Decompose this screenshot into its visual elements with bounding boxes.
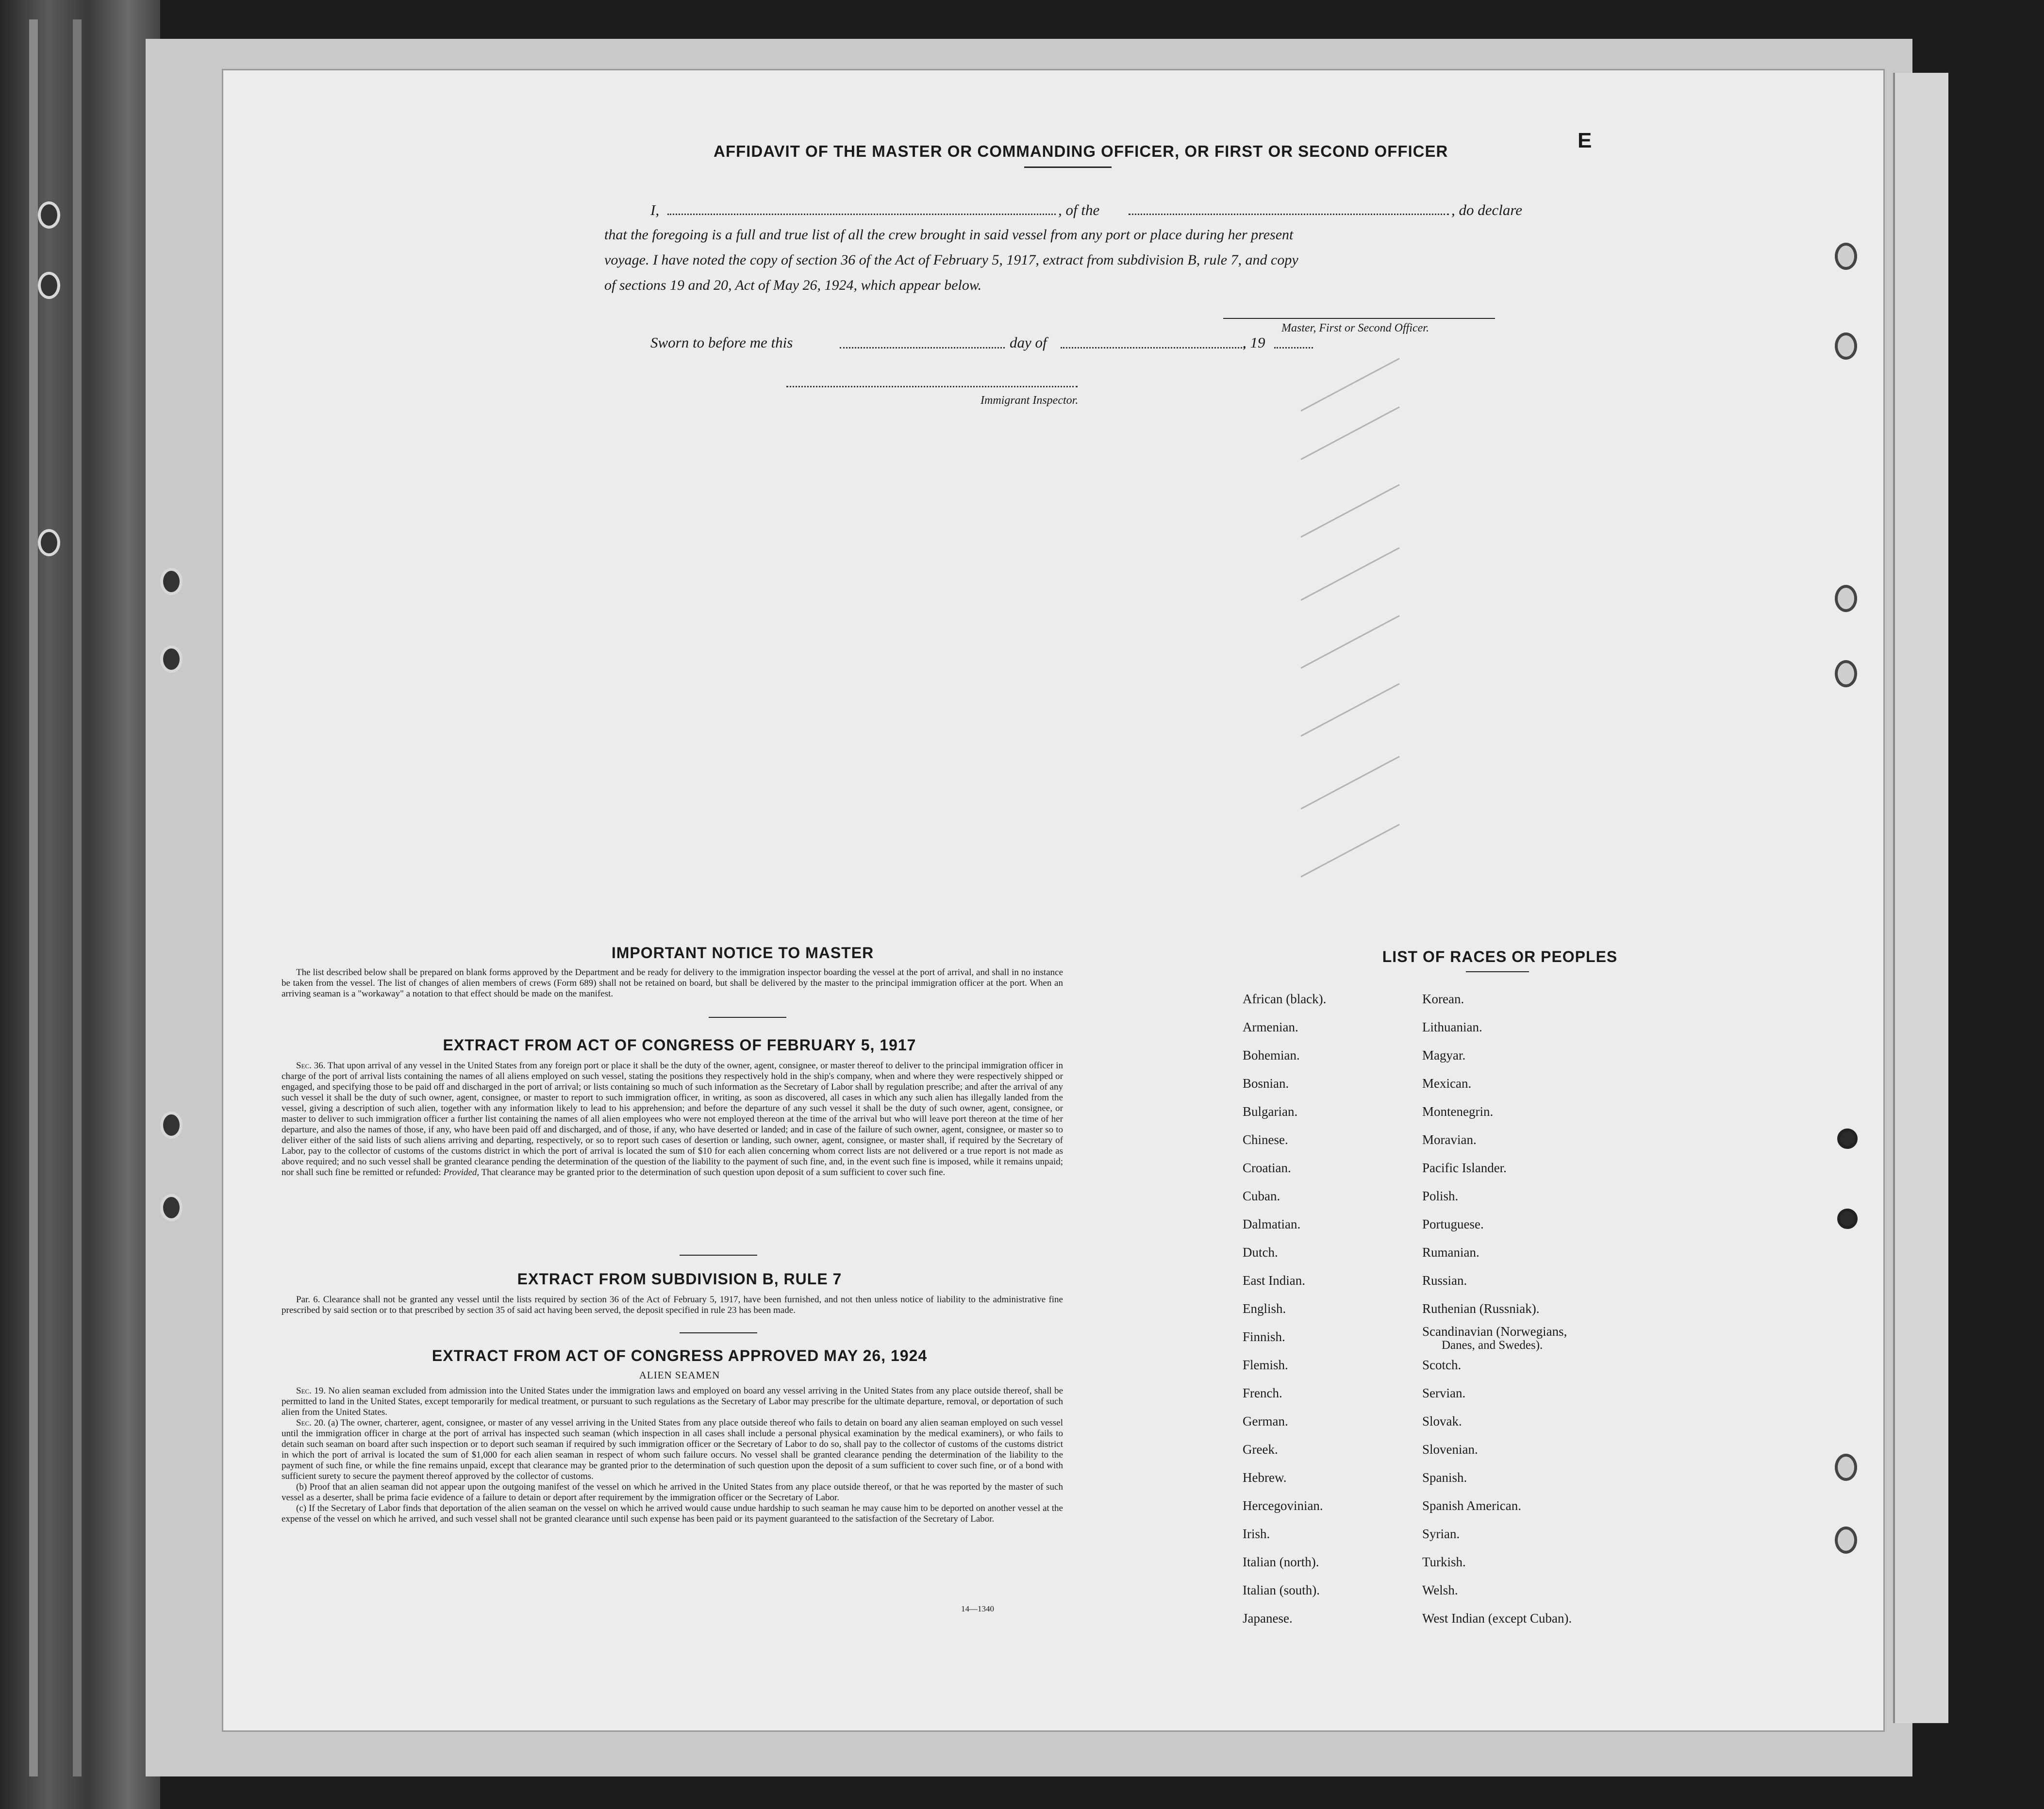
race-left: German. <box>1243 1414 1288 1428</box>
rule7-text: Par. 6. Clearance shall not be granted any vessel until the lists required by section 36 of the Act of February 5, 1917, have been furnished, and not then unless notice of liability to the administrative fine prescribed by said section or to that prescribed by section 35 of said act having been served, the deposit specified in rule 23 has been made. <box>282 1295 1063 1315</box>
sec20a-paragraph <box>282 1418 1063 1482</box>
race-right: Scotch. <box>1422 1358 1462 1372</box>
race-left: Flemish. <box>1243 1358 1288 1372</box>
race-right: Lithuanian. <box>1422 1020 1482 1034</box>
signature-line[interactable] <box>1223 318 1495 319</box>
section-rule <box>680 1255 757 1256</box>
races-heading: LIST OF RACES OR PEOPLES <box>1382 948 1618 965</box>
race-right: Ruthenian (Russniak). <box>1422 1301 1540 1316</box>
page-hole <box>1835 332 1857 360</box>
race-right: Polish. <box>1422 1189 1459 1203</box>
page-hole <box>1835 243 1857 270</box>
page-hole <box>1835 660 1857 687</box>
pencil-mark <box>1300 547 1399 601</box>
inspector-signature-line[interactable] <box>786 386 1078 387</box>
affidavit-line-4: of sections 19 and 20, Act of May 26, 1924, which appear below. <box>604 277 982 293</box>
races-heading-rule <box>1466 971 1529 972</box>
race-left: Dutch. <box>1243 1245 1278 1260</box>
binder-hole <box>38 272 60 299</box>
sec20a-text: (a) The owner, charterer, agent, consignee, or master of any vessel arriving in the United States from any place outside thereof who fails to detain on board any alien seaman employed on such vessel until the immigration officer in charge at the port of arrival has inspected such seaman (which inspection in all cases shall include a personal physical examination by the medical examiners), or who fails to detain such seaman on board after such inspection or to deport such seaman if required by such immigration officer or the Secretary of Labor to do so, shall pay to the collector of customs of the customs district in which the port of arrival is located the sum of $1,000 for each alien seaman in respect of whom such failure occurs. No vessel shall be granted clearance pending the determination of the liability to the payment of such fine, or while the fine remains unpaid, except that clearance may be granted prior to the determination of such question upon the deposit of a sum sufficient to cover such fine, or of a bond with sufficient surety to secure the payment thereof approved by the collector of customs. <box>282 1418 1064 1481</box>
sec19-label: Sec. 19. <box>296 1386 326 1396</box>
extract-1917-section-label: Sec. 36. <box>296 1061 326 1071</box>
race-left: African (black). <box>1243 992 1327 1006</box>
race-right: Turkish. <box>1422 1555 1466 1569</box>
race-right: Moravian. <box>1422 1132 1477 1147</box>
affidavit-i-label: I, <box>650 201 660 218</box>
binder-hole <box>160 1194 183 1221</box>
race-right: Slovak. <box>1422 1414 1462 1428</box>
section-rule <box>680 1332 757 1333</box>
manifest-page <box>223 70 1883 1730</box>
page-hole <box>1835 1527 1857 1554</box>
pencil-mark <box>1300 824 1399 878</box>
pencil-mark <box>1300 683 1399 737</box>
extract-1924-heading: EXTRACT FROM ACT OF CONGRESS APPROVED MAY 26, 1924 <box>432 1347 928 1364</box>
inspector-caption: Immigrant Inspector. <box>980 394 1079 407</box>
race-left: English. <box>1243 1301 1286 1316</box>
sworn-year-blank[interactable] <box>1274 347 1313 349</box>
race-right: West Indian (except Cuban). <box>1422 1611 1572 1626</box>
rule7-heading: EXTRACT FROM SUBDIVISION B, RULE 7 <box>517 1270 842 1288</box>
race-left: East Indian. <box>1243 1273 1305 1288</box>
binder-hole <box>38 529 60 556</box>
race-right: Slovenian. <box>1422 1442 1478 1457</box>
binder-strip <box>73 19 82 1776</box>
race-left: Chinese. <box>1243 1132 1288 1147</box>
race-right: Russian. <box>1422 1273 1467 1288</box>
affidavit-heading: AFFIDAVIT OF THE MASTER OR COMMANDING OFFICER, OR FIRST OR SECOND OFFICER <box>714 142 1448 160</box>
race-left: Italian (south). <box>1243 1583 1320 1597</box>
signature-caption: Master, First or Second Officer. <box>1281 322 1429 334</box>
name-blank[interactable] <box>667 214 1056 215</box>
sworn-day-of: day of <box>1010 334 1047 351</box>
heading-rule <box>1024 166 1112 168</box>
race-left: Italian (north). <box>1243 1555 1319 1569</box>
race-left: Dalmatian. <box>1243 1217 1301 1231</box>
alien-seamen-subheading: ALIEN SEAMEN <box>639 1369 720 1381</box>
sec19-paragraph <box>282 1386 1063 1418</box>
race-right: Rumanian. <box>1422 1245 1479 1260</box>
binder-hole <box>160 568 183 595</box>
page-hole <box>1835 585 1857 612</box>
race-right: Scandinavian (Norwegians, <box>1422 1324 1567 1339</box>
notice-heading: IMPORTANT NOTICE TO MASTER <box>611 944 874 962</box>
race-right: Spanish. <box>1422 1470 1467 1485</box>
sworn-year-prefix: , 19 <box>1243 334 1265 351</box>
sworn-month-blank[interactable] <box>1061 347 1245 349</box>
race-left: Bulgarian. <box>1243 1104 1298 1119</box>
race-right-continuation: Danes, and Swedes). <box>1442 1339 1543 1352</box>
race-left: Hercegovinian. <box>1243 1498 1323 1513</box>
race-right: Syrian. <box>1422 1527 1460 1541</box>
pencil-mark <box>1300 484 1399 538</box>
race-right: Korean. <box>1422 992 1464 1006</box>
sec20b-text: (b) Proof that an alien seaman did not appear upon the outgoing manifest of the vessel on which he arrived in the United States from any place outside thereof, or that he was reported by the master of such vessel as a deserter, shall be prima facie evidence of a failure to detain or deport after requirement by the immigration officer or the Secretary of Labor. <box>282 1482 1063 1503</box>
pencil-mark <box>1300 756 1399 810</box>
race-right: Spanish American. <box>1422 1498 1521 1513</box>
pencil-mark <box>1300 406 1399 460</box>
race-left: Japanese. <box>1243 1611 1293 1626</box>
extract-1917-body: That upon arrival of any vessel in the United States from any foreign port or place it shall be the duty of the owner, agent, consignee, or master thereof to deliver to the principal immigration officer in charge of the port of arrival lists containing the names of all aliens employed on such vessel, stating the positions they respectively hold in the ship's company, when and where they were respectively shipped or engaged, and specifying those to be paid off and discharged in the port of arrival; or lists containing so much of such information as the Secretary of Labor shall by regulation prescribe; and after the arrival of any such vessel it shall be the duty of such owner, agent, consignee, or master to report to such immigration officer, in writing, as soon as discovered, all cases in which any such alien has illegally landed from the vessel, giving a description of such alien, together with any information likely to lead to his apprehension; and before the departure of any such vessel it shall be the duty of such owner, agent, consignee, or master to deliver to such immigration officer a further list containing the names of all alien employees who were not employed thereon at the time of the arrival but who will leave port thereon at the time of her departure, and also the names of those, if any, who have been paid off and discharged, and of those, if any, who have deserted or landed; and in case of the failure of such owner, agent, consignee, or master so to deliver either of the said lists of such aliens arriving and departing, respectively, or so to report such cases of desertion or landing, such owner, agent, consignee, or master shall, if required by the Secretary of Labor, pay to the collector of customs of the customs district in which the port of arrival is located the sum of $10 for each alien concerning whom correct lists are not delivered or a true report is not made as above required; and no such vessel shall be granted clearance pending the determination of the question of the liability to the payment of such fine, and, in the event such fine is imposed, while it remains unpaid; nor shall such fine be remitted or refunded: <box>282 1061 1063 1178</box>
binder-strip <box>29 19 38 1776</box>
sworn-prefix: Sworn to before me this <box>650 334 793 351</box>
binder-hole <box>38 201 60 229</box>
race-left: Cuban. <box>1243 1189 1280 1203</box>
section-rule <box>709 1017 786 1018</box>
race-left: Finnish. <box>1243 1329 1285 1344</box>
binder-hole <box>160 1112 183 1139</box>
form-number: 14—1340 <box>961 1604 994 1613</box>
race-right: Magyar. <box>1422 1048 1466 1062</box>
sworn-day-blank[interactable] <box>840 347 1005 349</box>
page-mark: E <box>1578 129 1593 152</box>
page-hole <box>1837 1129 1858 1149</box>
pencil-mark <box>1300 358 1399 412</box>
extract-1917-proviso: That clearance may be granted prior to the determination of such question upon deposit of a sum sufficient to cover such fine. <box>481 1167 946 1178</box>
sec19-text: No alien seaman excluded from admission into the United States under the immigration laws and employed on board any vessel arriving in the United States from any place outside thereof, shall be permitted to land in the United States, except temporarily for medical treatment, or pursuant to such regulations as the Secretary of Labor may prescribe for the ultimate departure, removal, or deportation of such alien from the United States. <box>282 1386 1064 1417</box>
pencil-mark <box>1300 615 1399 669</box>
race-left: Bohemian. <box>1243 1048 1300 1062</box>
page-hole <box>1837 1209 1858 1229</box>
affidavit-do-declare: , do declare <box>1451 201 1523 218</box>
affidavit-of-the: , of the <box>1058 201 1100 218</box>
race-right: Mexican. <box>1422 1076 1472 1091</box>
race-left: Greek. <box>1243 1442 1278 1457</box>
race-right: Welsh. <box>1422 1583 1458 1597</box>
extract-1917-proviso-label: Provided, <box>443 1167 480 1178</box>
race-left: Armenian. <box>1243 1020 1298 1034</box>
extract-1924-text <box>282 1386 1063 1525</box>
extract-1917-heading: EXTRACT FROM ACT OF CONGRESS OF FEBRUARY 5, 1917 <box>443 1036 916 1054</box>
race-left: Hebrew. <box>1243 1470 1287 1485</box>
race-right: Servian. <box>1422 1386 1466 1400</box>
under-sheet-edge <box>1893 73 1948 1723</box>
notice-text: The list described below shall be prepared on blank forms approved by the Department and be ready for delivery to the immigration inspector boarding the vessel at the port of arrival, and shall in no instance be taken from the vessel. The list of changes of alien members of crews (Form 689) shall not be retained on board, but shall be delivered by the master to the principal immigration officer at the port. When an arriving seaman is a "workaway" a notation to that effect should be made on the manifest. <box>282 967 1063 999</box>
affidavit-line-3: voyage. I have noted the copy of section 36 of the Act of February 5, 1917, extract from subdivision B, rule 7, and copy <box>604 252 1298 268</box>
race-right: Portuguese. <box>1422 1217 1484 1231</box>
sec20c-text: (c) If the Secretary of Labor finds that deportation of the alien seaman on the vessel on which he arrived would cause undue hardship to such seaman he may cause him to be deported on another vessel at the expense of the vessel on which he arrived, and such vessel shall not be granted clearance until such expense has been paid or its payment guaranteed to the satisfaction of the Secretary of Labor. <box>282 1503 1063 1524</box>
race-left: Bosnian. <box>1243 1076 1289 1091</box>
binder-hole <box>160 646 183 673</box>
race-right: Montenegrin. <box>1422 1104 1494 1119</box>
affidavit-line-2: that the foregoing is a full and true list of all the crew brought in said vessel from any port or place during her present <box>604 227 1294 243</box>
vessel-blank[interactable] <box>1129 214 1449 215</box>
race-right: Pacific Islander. <box>1422 1161 1507 1175</box>
sec20-label: Sec. 20. <box>296 1418 326 1428</box>
page-hole <box>1835 1454 1857 1481</box>
race-left: Croatian. <box>1243 1161 1291 1175</box>
extract-1917-text <box>282 1061 1063 1178</box>
race-left: French. <box>1243 1386 1282 1400</box>
race-left: Irish. <box>1243 1527 1270 1541</box>
